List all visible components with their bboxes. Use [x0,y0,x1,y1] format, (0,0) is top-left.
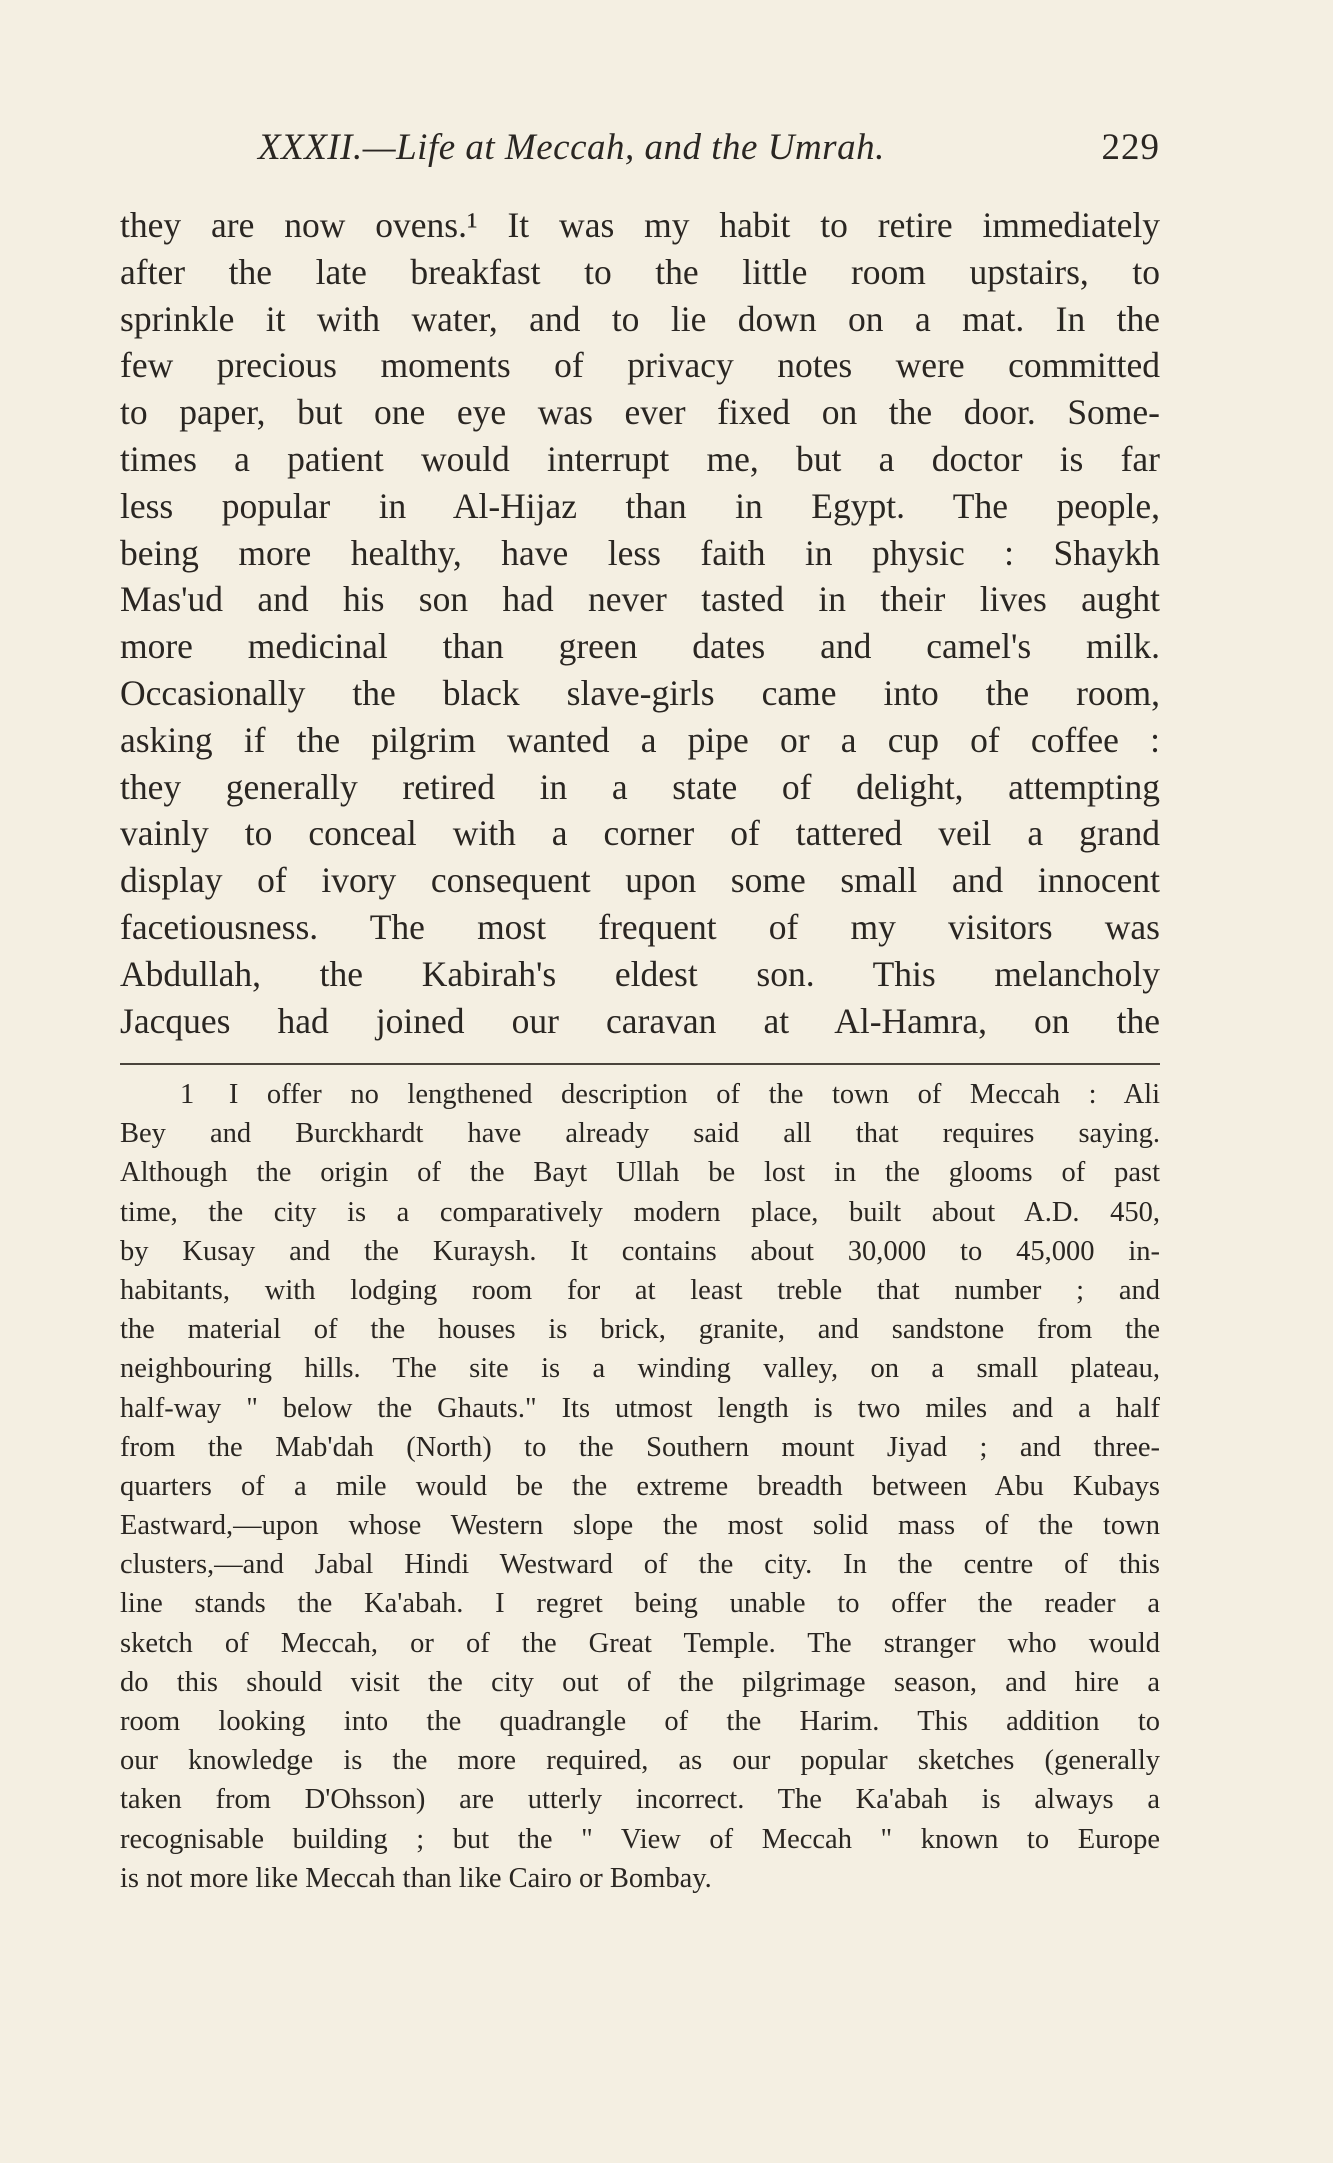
footnote-line: the material of the houses is brick, granite, and sandstone from the [120,1314,1160,1346]
footnote-line: from the Mab'dah (North) to the Southern mount Jiyad ; and three- [120,1431,1160,1463]
footnote-line: Bey and Burckhardt have already said all that requires saying. [120,1118,1160,1150]
body-line: vainly to conceal with a corner of tattered veil a grand [120,813,1160,854]
running-head [120,126,1160,176]
footnote-line: our knowledge is the more required, as our popular sketches (generally [120,1745,1160,1777]
footnote-line: Although the origin of the Bayt Ullah be lost in the glooms of past [120,1157,1160,1189]
body-line: asking if the pilgrim wanted a pipe or a cup of coffee : [120,719,1160,760]
body-line: after the late breakfast to the little room upstairs, to [120,251,1160,292]
footnote-line: sketch of Meccah, or of the Great Temple. The stranger who would [120,1627,1160,1659]
footnote-number: 1 [180,1079,195,1110]
footnote-line: room looking into the quadrangle of the Harim. This addition to [120,1706,1160,1737]
body-line: Mas'ud and his son had never tasted in their lives aught [120,579,1160,620]
footnote-rule [120,1063,1160,1065]
footnote-line: is not more like Meccah than like Cairo or Bombay. [120,1862,712,1894]
body-line: sprinkle it with water, and to lie down on a mat. In the [120,298,1160,339]
footnote-line: recognisable building ; but the " View of Meccah " known to Europe [120,1823,1160,1855]
footnote [120,1075,1160,1898]
body-line: Occasionally the black slave-girls came into the room, [120,672,1160,713]
footnote-line: line stands the Ka'abah. I regret being unable to offer the reader a [120,1588,1160,1620]
footnote-line: habitants, with lodging room for at least treble that number ; and [120,1274,1160,1306]
footnote-line: half-way " below the Ghauts." Its utmost length is two miles and a half [120,1392,1160,1424]
body-line: they are now ovens.¹ It was my habit to retire immediately [120,205,1160,245]
footnote-line: Eastward,—upon whose Western slope the most solid mass of the town [120,1510,1160,1542]
body-line: facetiousness. The most frequent of my visitors was [120,906,1160,947]
footnote-line-text: I offer no lengthened description of the town of Meccah : Ali [228,1079,1160,1110]
body-text [120,202,1160,1044]
footnote-line: neighbouring hills. The site is a winding valley, on a small plateau, [120,1353,1160,1385]
body-line: more medicinal than green dates and camel's milk. [120,626,1160,667]
body-line: less popular in Al-Hijaz than in Egypt. The people, [120,485,1160,526]
page-number: 229 [1101,127,1160,168]
body-line: Jacques had joined our caravan at Al-Hamra, on the [120,1000,1160,1041]
footnote-line: by Kusay and the Kuraysh. It contains about 30,000 to 45,000 in- [120,1235,1160,1267]
footnote-line: quarters of a mile would be the extreme breadth between Abu Kubays [120,1470,1160,1502]
body-line: Abdullah, the Kabirah's eldest son. This melancholy [120,953,1160,994]
body-line: being more healthy, have less faith in physic : Shaykh [120,532,1160,573]
footnote-line: do this should visit the city out of the pilgrimage season, and hire a [120,1666,1160,1698]
body-line: times a patient would interrupt me, but a doctor is far [120,438,1160,479]
body-line: they generally retired in a state of delight, attempting [120,766,1160,807]
body-line: to paper, but one eye was ever fixed on the door. Some- [120,392,1160,433]
running-title: XXXII.—Life at Meccah, and the Umrah. [258,127,885,168]
body-line: few precious moments of privacy notes were committed [120,345,1160,386]
footnote-line: time, the city is a comparatively modern place, built about A.D. 450, [120,1196,1160,1228]
footnote-line: taken from D'Ohsson) are utterly incorrect. The Ka'abah is always a [120,1784,1160,1816]
footnote-line: clusters,—and Jabal Hindi Westward of the city. In the centre of this [120,1549,1160,1581]
footnote-line [120,1075,1160,1114]
body-line: display of ivory consequent upon some small and innocent [120,860,1160,901]
